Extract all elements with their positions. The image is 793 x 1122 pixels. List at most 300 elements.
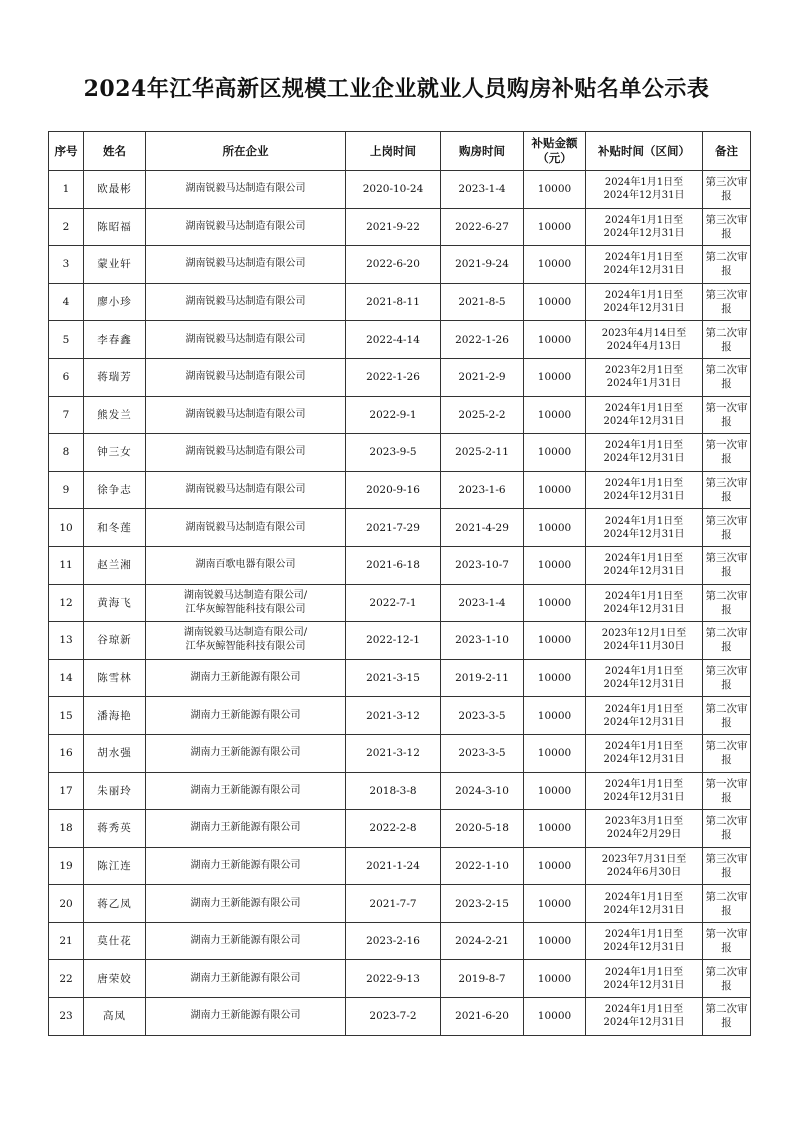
company-name-line: 湖南力王新能源有限公司 xyxy=(190,672,301,684)
table-row xyxy=(49,246,751,284)
note-line1: 第一次审 xyxy=(705,439,748,452)
row-number: 7 xyxy=(49,396,84,434)
note-line2: 报 xyxy=(721,303,732,316)
row-number: 14 xyxy=(49,659,84,697)
header-purchase-date: 购房时间 xyxy=(441,132,524,171)
header-no: 序号 xyxy=(49,132,84,171)
purchase-date: 2021-8-5 xyxy=(441,283,524,321)
table-row xyxy=(49,396,751,434)
table-row xyxy=(49,810,751,848)
subsidy-period xyxy=(586,208,703,246)
subsidy-period xyxy=(586,283,703,321)
note-line1: 第二次审 xyxy=(705,740,748,753)
subsidy-amount: 10000 xyxy=(524,321,586,359)
start-date: 2021-8-11 xyxy=(346,283,441,321)
subsidy-amount: 10000 xyxy=(524,772,586,810)
row-number: 2 xyxy=(49,208,84,246)
company-name-line: 湖南力王新能源有限公司 xyxy=(190,709,301,721)
table-row xyxy=(49,960,751,998)
row-number: 15 xyxy=(49,697,84,735)
company-name xyxy=(146,246,346,284)
company-name xyxy=(146,697,346,735)
table-row xyxy=(49,358,751,396)
row-number: 18 xyxy=(49,810,84,848)
note-line1: 第三次审 xyxy=(705,176,748,189)
subsidy-period-start: 2024年1月1日至 xyxy=(604,741,684,753)
note xyxy=(703,885,751,923)
subsidy-period-end: 2024年2月29日 xyxy=(606,829,682,841)
table-row xyxy=(49,584,751,622)
company-name-line: 湖南锐毅马达制造有限公司/ xyxy=(183,589,308,601)
subsidy-period-start: 2024年1月1日至 xyxy=(604,478,684,490)
table-row xyxy=(49,847,751,885)
company-name-line: 湖南力王新能源有限公司 xyxy=(190,822,301,834)
company-name xyxy=(146,659,346,697)
subsidy-amount: 10000 xyxy=(524,810,586,848)
purchase-date: 2023-1-10 xyxy=(441,622,524,660)
start-date: 2020-10-24 xyxy=(346,171,441,209)
start-date: 2022-9-13 xyxy=(346,960,441,998)
subsidy-amount: 10000 xyxy=(524,659,586,697)
subsidy-period-end: 2024年12月31日 xyxy=(603,679,685,691)
person-name: 徐争志 xyxy=(84,471,146,509)
company-name-line: 湖南锐毅马达制造有限公司/ xyxy=(183,627,308,639)
purchase-date: 2020-5-18 xyxy=(441,810,524,848)
subsidy-period-start: 2023年12月1日至 xyxy=(601,628,687,640)
note-line2: 报 xyxy=(721,716,732,729)
row-number: 21 xyxy=(49,922,84,960)
note xyxy=(703,396,751,434)
start-date: 2023-9-5 xyxy=(346,434,441,472)
person-name: 蒙业轩 xyxy=(84,246,146,284)
purchase-date: 2021-6-20 xyxy=(441,998,524,1036)
company-name-line: 湖南锐毅马达制造有限公司 xyxy=(185,220,306,232)
company-name xyxy=(146,321,346,359)
subsidy-period-end: 2024年11月30日 xyxy=(603,641,685,653)
note-line2: 报 xyxy=(721,1017,732,1030)
start-date: 2020-9-16 xyxy=(346,471,441,509)
note xyxy=(703,659,751,697)
subsidy-period xyxy=(586,772,703,810)
header-amount xyxy=(524,132,586,171)
person-name: 唐荣姣 xyxy=(84,960,146,998)
subsidy-amount: 10000 xyxy=(524,622,586,660)
note-line2: 报 xyxy=(721,190,732,203)
subsidy-period-start: 2024年1月1日至 xyxy=(604,252,684,264)
subsidy-amount: 10000 xyxy=(524,246,586,284)
subsidy-period xyxy=(586,471,703,509)
table-row xyxy=(49,471,751,509)
purchase-date: 2023-3-5 xyxy=(441,697,524,735)
subsidy-period xyxy=(586,922,703,960)
row-number: 20 xyxy=(49,885,84,923)
subsidy-period xyxy=(586,659,703,697)
company-name xyxy=(146,922,346,960)
subsidy-period xyxy=(586,810,703,848)
row-number: 11 xyxy=(49,546,84,584)
table-row xyxy=(49,998,751,1036)
subsidy-amount: 10000 xyxy=(524,885,586,923)
subsidy-period-end: 2024年12月31日 xyxy=(603,904,685,916)
subsidy-period-start: 2024年1月1日至 xyxy=(604,177,684,189)
note xyxy=(703,358,751,396)
start-date: 2022-2-8 xyxy=(346,810,441,848)
header-period: 补贴时间（区间） xyxy=(586,132,703,171)
person-name: 朱丽玲 xyxy=(84,772,146,810)
subsidy-period-start: 2023年2月1日至 xyxy=(604,365,684,377)
person-name: 蒋瑞芳 xyxy=(84,358,146,396)
note xyxy=(703,246,751,284)
company-name xyxy=(146,171,346,209)
note xyxy=(703,434,751,472)
row-number: 3 xyxy=(49,246,84,284)
subsidy-table xyxy=(48,131,751,1036)
company-name-line: 湖南锐毅马达制造有限公司 xyxy=(185,258,306,270)
subsidy-period-end: 2024年12月31日 xyxy=(603,1017,685,1029)
subsidy-period-start: 2024年1月1日至 xyxy=(604,891,684,903)
subsidy-amount: 10000 xyxy=(524,697,586,735)
note xyxy=(703,772,751,810)
purchase-date: 2023-1-4 xyxy=(441,584,524,622)
subsidy-period xyxy=(586,546,703,584)
page-title: 2024年江华高新区规模工业企业就业人员购房补贴名单公示表 xyxy=(83,76,710,102)
note-line1: 第一次审 xyxy=(705,401,748,414)
note-line2: 报 xyxy=(721,378,732,391)
person-name: 钟三女 xyxy=(84,434,146,472)
company-name-line: 湖南百歌电器有限公司 xyxy=(195,559,296,571)
header-note: 备注 xyxy=(703,132,751,171)
note-line1: 第三次审 xyxy=(705,514,748,527)
company-name xyxy=(146,546,346,584)
start-date: 2021-3-12 xyxy=(346,697,441,735)
note-line1: 第二次审 xyxy=(705,890,748,903)
row-number: 13 xyxy=(49,622,84,660)
company-name xyxy=(146,358,346,396)
purchase-date: 2023-1-6 xyxy=(441,471,524,509)
start-date: 2021-7-7 xyxy=(346,885,441,923)
note-line1: 第三次审 xyxy=(705,852,748,865)
note-line2: 报 xyxy=(721,491,732,504)
person-name: 蒋乙凤 xyxy=(84,885,146,923)
purchase-date: 2022-6-27 xyxy=(441,208,524,246)
purchase-date: 2025-2-11 xyxy=(441,434,524,472)
table-body xyxy=(49,171,751,1036)
subsidy-amount: 10000 xyxy=(524,471,586,509)
note-line2: 报 xyxy=(721,791,732,804)
subsidy-period-end: 2024年12月31日 xyxy=(603,716,685,728)
person-name: 和冬莲 xyxy=(84,509,146,547)
person-name: 谷琼新 xyxy=(84,622,146,660)
note-line2: 报 xyxy=(721,603,732,616)
table-row xyxy=(49,772,751,810)
note xyxy=(703,509,751,547)
subsidy-period-end: 2024年12月31日 xyxy=(603,566,685,578)
subsidy-period-start: 2024年1月1日至 xyxy=(604,703,684,715)
row-number: 10 xyxy=(49,509,84,547)
note-line1: 第二次审 xyxy=(705,1003,748,1016)
subsidy-period xyxy=(586,358,703,396)
subsidy-period xyxy=(586,622,703,660)
note xyxy=(703,622,751,660)
note-line2: 报 xyxy=(721,942,732,955)
note xyxy=(703,208,751,246)
company-name xyxy=(146,622,346,660)
note-line2: 报 xyxy=(721,979,732,992)
table-row xyxy=(49,283,751,321)
company-name xyxy=(146,434,346,472)
person-name: 陈雪林 xyxy=(84,659,146,697)
person-name: 高凤 xyxy=(84,998,146,1036)
subsidy-amount: 10000 xyxy=(524,171,586,209)
subsidy-period xyxy=(586,171,703,209)
company-name-line: 湖南锐毅马达制造有限公司 xyxy=(185,408,306,420)
subsidy-period xyxy=(586,998,703,1036)
purchase-date: 2019-8-7 xyxy=(441,960,524,998)
note-line2: 报 xyxy=(721,528,732,541)
subsidy-period xyxy=(586,584,703,622)
subsidy-period-start: 2024年1月1日至 xyxy=(604,778,684,790)
note-line2: 报 xyxy=(721,754,732,767)
subsidy-amount: 10000 xyxy=(524,358,586,396)
purchase-date: 2022-1-26 xyxy=(441,321,524,359)
note xyxy=(703,171,751,209)
subsidy-period-start: 2024年1月1日至 xyxy=(604,515,684,527)
note-line1: 第二次审 xyxy=(705,627,748,640)
company-name-line: 湖南锐毅马达制造有限公司 xyxy=(185,484,306,496)
subsidy-period-start: 2024年1月1日至 xyxy=(604,553,684,565)
table-row xyxy=(49,885,751,923)
start-date: 2023-7-2 xyxy=(346,998,441,1036)
header-start-date: 上岗时间 xyxy=(346,132,441,171)
company-name xyxy=(146,810,346,848)
person-name: 陈江连 xyxy=(84,847,146,885)
subsidy-period xyxy=(586,396,703,434)
table-row xyxy=(49,922,751,960)
table-row xyxy=(49,697,751,735)
table-row xyxy=(49,659,751,697)
subsidy-period-end: 2024年12月31日 xyxy=(603,754,685,766)
company-name-line: 湖南锐毅马达制造有限公司 xyxy=(185,296,306,308)
note-line1: 第三次审 xyxy=(705,289,748,302)
subsidy-period-end: 2024年12月31日 xyxy=(603,603,685,615)
header-name: 姓名 xyxy=(84,132,146,171)
subsidy-period-end: 2024年12月31日 xyxy=(603,979,685,991)
company-name-line: 湖南力王新能源有限公司 xyxy=(190,784,301,796)
subsidy-period-end: 2024年12月31日 xyxy=(603,415,685,427)
company-name-line: 湖南锐毅马达制造有限公司 xyxy=(185,183,306,195)
note-line2: 报 xyxy=(721,641,732,654)
person-name: 黄海飞 xyxy=(84,584,146,622)
note xyxy=(703,810,751,848)
subsidy-period-end: 2024年12月31日 xyxy=(603,227,685,239)
note xyxy=(703,922,751,960)
purchase-date: 2021-9-24 xyxy=(441,246,524,284)
row-number: 16 xyxy=(49,734,84,772)
row-number: 19 xyxy=(49,847,84,885)
table-row xyxy=(49,434,751,472)
subsidy-amount: 10000 xyxy=(524,960,586,998)
company-name xyxy=(146,396,346,434)
person-name: 蒋秀英 xyxy=(84,810,146,848)
purchase-date: 2022-1-10 xyxy=(441,847,524,885)
company-name-line: 湖南力王新能源有限公司 xyxy=(190,1010,301,1022)
note-line2: 报 xyxy=(721,866,732,879)
subsidy-period xyxy=(586,885,703,923)
company-name xyxy=(146,847,346,885)
note-line2: 报 xyxy=(721,265,732,278)
subsidy-period-end: 2024年12月31日 xyxy=(603,528,685,540)
start-date: 2021-9-22 xyxy=(346,208,441,246)
subsidy-period-start: 2024年1月1日至 xyxy=(604,1004,684,1016)
row-number: 5 xyxy=(49,321,84,359)
subsidy-period xyxy=(586,321,703,359)
note xyxy=(703,998,751,1036)
company-name-line: 江华灰鲸智能科技有限公司 xyxy=(185,603,306,615)
purchase-date: 2023-10-7 xyxy=(441,546,524,584)
company-name-line: 湖南力王新能源有限公司 xyxy=(190,935,301,947)
note xyxy=(703,283,751,321)
subsidy-period-end: 2024年12月31日 xyxy=(603,791,685,803)
company-name-line: 湖南锐毅马达制造有限公司 xyxy=(185,333,306,345)
purchase-date: 2024-2-21 xyxy=(441,922,524,960)
note-line2: 报 xyxy=(721,340,732,353)
company-name xyxy=(146,772,346,810)
subsidy-period-end: 2024年4月13日 xyxy=(606,340,682,352)
subsidy-amount: 10000 xyxy=(524,509,586,547)
subsidy-period-start: 2023年4月14日至 xyxy=(601,327,687,339)
note-line2: 报 xyxy=(721,453,732,466)
subsidy-period-start: 2024年1月1日至 xyxy=(604,440,684,452)
table-header-row xyxy=(49,132,751,171)
company-name-line: 湖南力王新能源有限公司 xyxy=(190,972,301,984)
row-number: 22 xyxy=(49,960,84,998)
company-name xyxy=(146,584,346,622)
note xyxy=(703,584,751,622)
note-line2: 报 xyxy=(721,679,732,692)
row-number: 12 xyxy=(49,584,84,622)
subsidy-period-end: 2024年12月31日 xyxy=(603,942,685,954)
company-name xyxy=(146,885,346,923)
note-line1: 第一次审 xyxy=(705,928,748,941)
subsidy-amount: 10000 xyxy=(524,546,586,584)
person-name: 陈昭福 xyxy=(84,208,146,246)
company-name-line: 湖南力王新能源有限公司 xyxy=(190,747,301,759)
purchase-date: 2023-2-15 xyxy=(441,885,524,923)
note-line1: 第二次审 xyxy=(705,326,748,339)
start-date: 2021-7-29 xyxy=(346,509,441,547)
person-name: 廖小珍 xyxy=(84,283,146,321)
header-company: 所在企业 xyxy=(146,132,346,171)
note-line1: 第三次审 xyxy=(705,552,748,565)
table-row xyxy=(49,208,751,246)
start-date: 2021-3-12 xyxy=(346,734,441,772)
subsidy-amount: 10000 xyxy=(524,208,586,246)
subsidy-amount: 10000 xyxy=(524,734,586,772)
start-date: 2022-7-1 xyxy=(346,584,441,622)
note-line1: 第二次审 xyxy=(705,702,748,715)
person-name: 欧最彬 xyxy=(84,171,146,209)
row-number: 9 xyxy=(49,471,84,509)
table-row xyxy=(49,321,751,359)
start-date: 2023-2-16 xyxy=(346,922,441,960)
table-row xyxy=(49,171,751,209)
company-name xyxy=(146,998,346,1036)
start-date: 2022-9-1 xyxy=(346,396,441,434)
note-line2: 报 xyxy=(721,415,732,428)
note xyxy=(703,734,751,772)
subsidy-period-start: 2024年1月1日至 xyxy=(604,929,684,941)
start-date: 2022-12-1 xyxy=(346,622,441,660)
note-line1: 第二次审 xyxy=(705,251,748,264)
subsidy-period-end: 2024年6月30日 xyxy=(606,866,682,878)
row-number: 23 xyxy=(49,998,84,1036)
note-line1: 第三次审 xyxy=(705,213,748,226)
note xyxy=(703,847,751,885)
note-line1: 第二次审 xyxy=(705,815,748,828)
note xyxy=(703,321,751,359)
subsidy-period xyxy=(586,697,703,735)
subsidy-amount: 10000 xyxy=(524,434,586,472)
subsidy-amount: 10000 xyxy=(524,396,586,434)
start-date: 2022-6-20 xyxy=(346,246,441,284)
note-line1: 第二次审 xyxy=(705,364,748,377)
subsidy-period-start: 2023年3月1日至 xyxy=(604,816,684,828)
company-name xyxy=(146,208,346,246)
subsidy-period xyxy=(586,734,703,772)
note xyxy=(703,546,751,584)
company-name xyxy=(146,471,346,509)
person-name: 李春鑫 xyxy=(84,321,146,359)
note-line1: 第一次审 xyxy=(705,777,748,790)
note-line1: 第三次审 xyxy=(705,477,748,490)
subsidy-amount: 10000 xyxy=(524,922,586,960)
note xyxy=(703,960,751,998)
subsidy-period-start: 2024年1月1日至 xyxy=(604,214,684,226)
note-line1: 第二次审 xyxy=(705,589,748,602)
purchase-date: 2025-2-2 xyxy=(441,396,524,434)
purchase-date: 2021-2-9 xyxy=(441,358,524,396)
person-name: 潘海艳 xyxy=(84,697,146,735)
subsidy-period-end: 2024年1月31日 xyxy=(606,378,682,390)
company-name xyxy=(146,734,346,772)
company-name xyxy=(146,283,346,321)
subsidy-period-start: 2024年1月1日至 xyxy=(604,290,684,302)
start-date: 2021-1-24 xyxy=(346,847,441,885)
company-name-line: 湖南锐毅马达制造有限公司 xyxy=(185,446,306,458)
row-number: 17 xyxy=(49,772,84,810)
subsidy-period-start: 2024年1月1日至 xyxy=(604,666,684,678)
row-number: 8 xyxy=(49,434,84,472)
person-name: 熊发兰 xyxy=(84,396,146,434)
company-name-line: 江华灰鲸智能科技有限公司 xyxy=(185,641,306,653)
company-name xyxy=(146,960,346,998)
subsidy-period-start: 2024年1月1日至 xyxy=(604,966,684,978)
person-name: 莫仕花 xyxy=(84,922,146,960)
company-name-line: 湖南锐毅马达制造有限公司 xyxy=(185,521,306,533)
company-name xyxy=(146,509,346,547)
note-line2: 报 xyxy=(721,829,732,842)
row-number: 1 xyxy=(49,171,84,209)
subsidy-amount: 10000 xyxy=(524,847,586,885)
person-name: 赵兰湘 xyxy=(84,546,146,584)
note xyxy=(703,471,751,509)
note-line2: 报 xyxy=(721,904,732,917)
note-line1: 第二次审 xyxy=(705,965,748,978)
header-amount-line2: （元） xyxy=(537,151,572,165)
table-row xyxy=(49,734,751,772)
subsidy-period-start: 2024年1月1日至 xyxy=(604,402,684,414)
purchase-date: 2023-3-5 xyxy=(441,734,524,772)
